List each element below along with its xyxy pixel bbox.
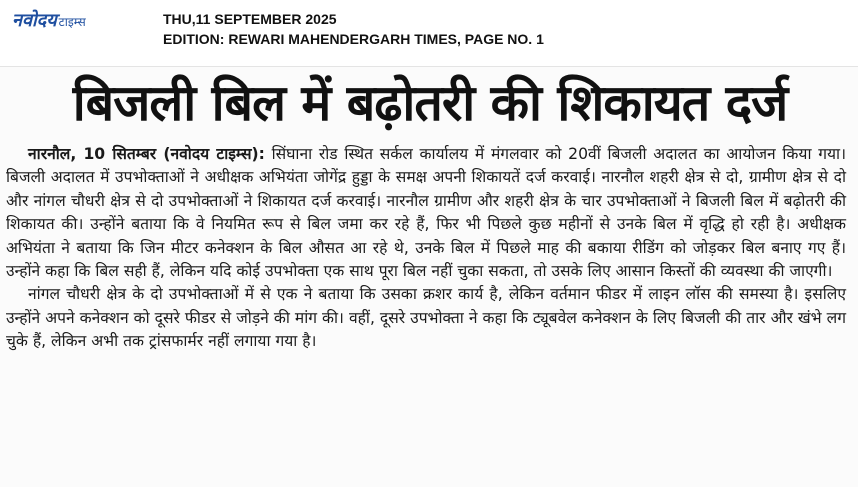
logo-main-text: नवोदय (12, 10, 57, 31)
paragraph-1-text: सिंघाना रोड स्थित सर्कल कार्यालय में मंगलवार को 20वीं बिजली अदालत का आयोजन किया गया। बिजली अदालत में उपभोक्ताओं ने अधीक्षक अभियंता जोगेंद्र हुड्डा के समक्ष अपनी शिकायतें दर्ज करवाई। नारनौल शहरी क्षेत्र से दो, ग्रामीण क्षेत्र से दो और नांगल चौधरी क्षेत्र से दो उपभोक्ताओं ने शिकायत दर्ज करवाई। नारनौल ग्रामीण और शहरी क्षेत्र के चार उपभोक्ताओं ने बिजली बिल में बढ़ोतरी की शिकायत की। उन्होंने बताया कि वे नियमित रूप से बिल जमा कर रहे हैं, फिर भी पिछले कुछ महीनों से उनके बिल में वृद्धि हो रही है। अधीक्षक अभियंता ने बताया कि जिन मीटर कनेक्शन के बिल औसत आ रहे थे, उनके बिल में पिछले माह की बकाया रीडिंग को जोड़कर बिल बनाए गए हैं। उन्होंने कहा कि बिल सही हैं, लेकिन यदि कोई उपभोक्ता एक साथ पूरा बिल नहीं चुका सकता, तो उसके लिए आसान किस्तों की व्यवस्था की जाएगी। (6, 145, 846, 281)
article-paragraph-1 (6, 143, 846, 283)
publication-date: THU,11 SEPTEMBER 2025 (163, 11, 337, 27)
article-body (6, 143, 846, 354)
article-headline: बिजली बिल में बढ़ोतरी की शिकायत दर्ज (72, 74, 788, 132)
article-dateline: नारनौल, 10 सितम्बर (नवोदय टाइम्स): (28, 145, 265, 163)
masthead (0, 0, 858, 62)
edition-page: EDITION: REWARI MAHENDERGARH TIMES, PAGE NO. 1 (163, 31, 544, 47)
newspaper-logo[interactable] (12, 8, 86, 32)
logo-sub-text: टाइम्स (58, 15, 86, 29)
article-paragraph-2: नांगल चौधरी क्षेत्र के दो उपभोक्ताओं में से एक ने बताया कि उसका क्रशर कार्य है, लेकिन वर्तमान फीडर में लाइन लॉस की समस्या है। इसलिए उन्होंने अपने कनेक्शन को दूसरे फीडर से जोड़ने की मांग की। वहीं, दूसरे उपभोक्ता ने कहा कि ट्यूबवेल कनेक्शन के लिए बिजली की तार और खंभे लग चुके हैं, लेकिन अभी तक ट्रांसफार्मर नहीं लगाया गया है। (6, 285, 846, 351)
edition-info (163, 9, 544, 49)
